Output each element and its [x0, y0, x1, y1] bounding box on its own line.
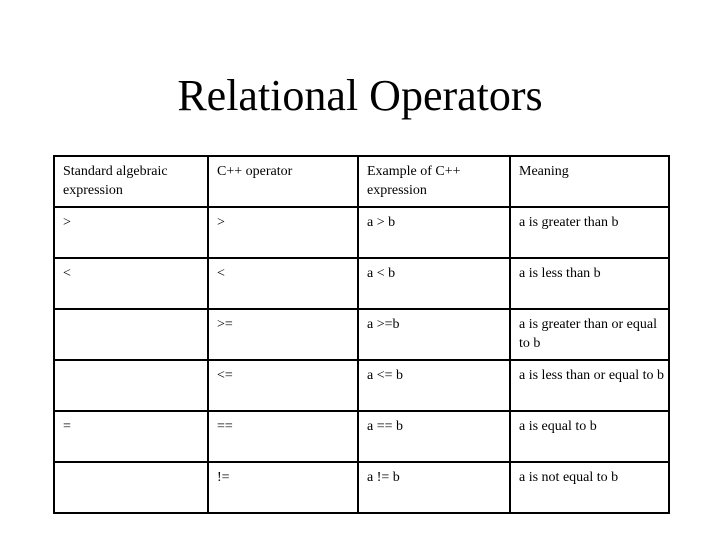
cell-example: a <= b: [358, 360, 510, 411]
cell-meaning: a is less than or equal to b: [510, 360, 669, 411]
cell-example: a >=b: [358, 309, 510, 360]
cell-meaning: a is not equal to b: [510, 462, 669, 513]
cell-algebraic: [54, 462, 208, 513]
cell-algebraic: [54, 309, 208, 360]
table-header-row: [54, 156, 669, 207]
cell-meaning: a is greater than or equal to b: [510, 309, 669, 360]
header-cell-algebraic: Standard algebraic expression: [54, 156, 208, 207]
table-row: [54, 207, 669, 258]
table-row: [54, 462, 669, 513]
cell-cpp-operator: ==: [208, 411, 358, 462]
cell-meaning: a is greater than b: [510, 207, 669, 258]
cell-algebraic: <: [54, 258, 208, 309]
header-cell-cpp-operator: C++ operator: [208, 156, 358, 207]
cell-cpp-operator: >: [208, 207, 358, 258]
cell-algebraic: >: [54, 207, 208, 258]
cell-example: a != b: [358, 462, 510, 513]
cell-cpp-operator: >=: [208, 309, 358, 360]
cell-example: a < b: [358, 258, 510, 309]
cell-meaning: a is equal to b: [510, 411, 669, 462]
cell-cpp-operator: !=: [208, 462, 358, 513]
table-row: [54, 309, 669, 360]
cell-example: a == b: [358, 411, 510, 462]
cell-example: a > b: [358, 207, 510, 258]
header-cell-example: Example of C++ expression: [358, 156, 510, 207]
relational-operators-table: [53, 155, 670, 514]
slide-title: Relational Operators: [177, 71, 543, 120]
cell-meaning: a is less than b: [510, 258, 669, 309]
table-row: [54, 360, 669, 411]
table-row: [54, 411, 669, 462]
cell-cpp-operator: <=: [208, 360, 358, 411]
header-cell-meaning: Meaning: [510, 156, 669, 207]
cell-algebraic: [54, 360, 208, 411]
cell-cpp-operator: <: [208, 258, 358, 309]
table-row: [54, 258, 669, 309]
cell-algebraic: =: [54, 411, 208, 462]
